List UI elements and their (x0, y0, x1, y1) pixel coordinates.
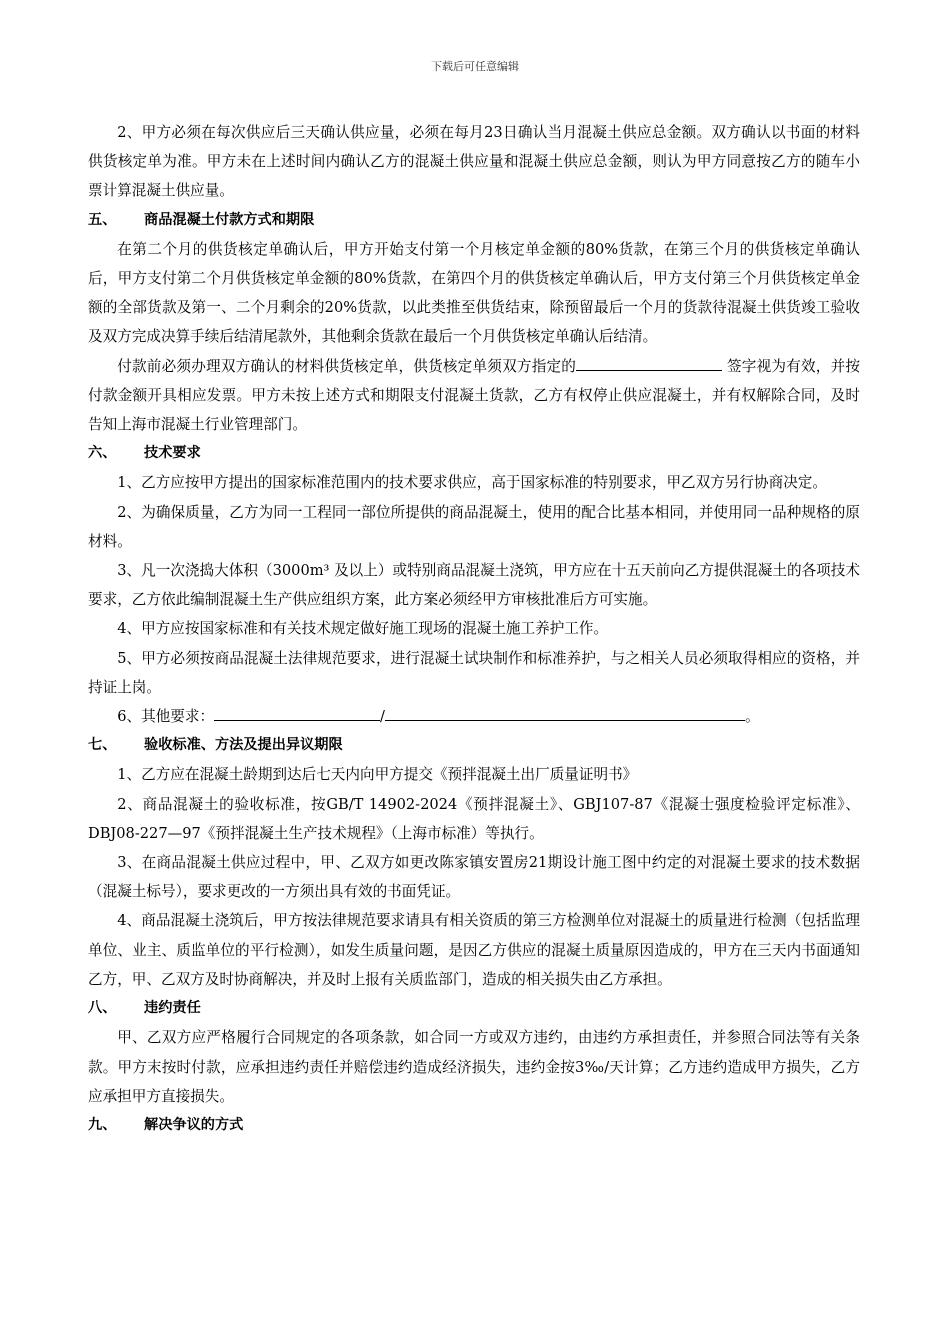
document-body (88, 118, 860, 1140)
section-6-item-3: 3、凡一次浇捣大体积（3000m³ 及以上）或特别商品混凝土浇筑，甲方应在十五天前向乙方提供混凝土的各项技术要求，乙方依此编制混凝土生产供应组织方案，此方案必须经甲方审核批准后方可实施。 (88, 562, 860, 609)
section-9-number: 九、 (88, 1116, 117, 1133)
section-8-heading (88, 994, 860, 1023)
section-6-item-2: 2、为确保质量，乙方为同一工程同一部位所提供的商品混凝土，使用的配合比基本相同，并使用同一品种规格的原材料。 (88, 503, 860, 550)
other-requirements-label: 6、其他要求： (117, 708, 215, 726)
section-4-item-2: 2、甲方必须在每次供应后三天确认供应量，必须在每月23日确认当月混凝土供应总金额。双方确认以书面的材料供货核定单为准。甲方未在上述时间内确认乙方的混凝土供应量和混凝土供应总金额，则认为甲方同意按乙方的随车小票计算混凝土供应量。 (88, 124, 860, 200)
section-7-item-2: 2、商品混凝土的验收标准，按GB/T 14902-2024《预拌混凝土》、GBJ107-87《混凝士强度检验评定标准》、DBJ08-227—97《预拌混凝土生产技术规程》（上海市标准）等执行。 (88, 795, 860, 842)
section-7-heading (88, 731, 860, 760)
section-7-item-3: 3、在商品混凝土供应过程中，甲、乙双方如更改陈家镇安置房21期设计施工图中约定的对混凝土要求的技术数据（混凝土标号），要求更改的一方须出具有效的书面凭证。 (88, 854, 860, 901)
other-requirements-value: / (380, 708, 385, 726)
section-6-item-4: 4、甲方应按国家标准和有关技术规定做好施工现场的混凝土施工养护工作。 (117, 620, 609, 638)
signatory-blank (576, 354, 722, 370)
section-8-title: 违约责任 (144, 1000, 201, 1017)
section-5-number: 五、 (88, 211, 117, 228)
section-6-item-6 (88, 702, 860, 731)
section-6-number: 六、 (88, 445, 117, 462)
section-6-item-1: 1、乙方应按甲方提出的国家标准范围内的技术要求供应，高于国家标准的特别要求，甲乙双方另行协商决定。 (117, 474, 827, 492)
other-requirements-blank-2 (385, 705, 745, 721)
section-6-item-5: 5、甲方必须按商品混凝土法律规范要求，进行混凝土试块制作和标准养护，与之相关人员必须取得相应的资格，并持证上岗。 (88, 649, 860, 696)
section-7-item-1: 1、乙方应在混凝土龄期到达后七天内向甲方提交《预拌混凝土出厂质量证明书》 (117, 766, 638, 784)
section-8-paragraph-1: 甲、乙双方应严格履行合同规定的各项条款，如合同一方或双方违约，由违约方承担责任，并参照合同法等有关条款。甲方末按时付款，应承担违约责任并赔偿违约造成经济损失，违约金按3‰/天计算；乙方违约造成甲方损失，乙方应承担甲方直接损失。 (88, 1029, 860, 1105)
section-6-title: 技术要求 (144, 445, 201, 462)
other-requirements-blank-1 (214, 705, 380, 721)
section-7-item-4: 4、商品混凝土浇筑后，甲方按法律规范要求请具有相关资质的第三方检测单位对混凝土的质量进行检测（包括监理单位、业主、质监单位的平行检测），如发生质量问题，是因乙方供应的混凝土质量原因造成的，甲方在三天内书面通知乙方，甲、乙双方及时协商解决，并及时上报有关质监部门，造成的相关损失由乙方承担。 (88, 912, 860, 988)
section-8-number: 八、 (88, 1000, 117, 1017)
page-header: 下载后可任意编辑 (431, 60, 519, 73)
section-9-heading (88, 1111, 860, 1140)
section-5-paragraph-2-part-b: 签字视为有效，并按付款金额开具相应发票。甲方未按上述方式和期限支付混凝土货款，乙方有权停止供应混凝土，并有权解除合同，及时告知上海市混凝土行业管理部门。 (88, 357, 861, 434)
section-5-paragraph-2 (88, 352, 860, 440)
section-5-heading (88, 206, 860, 235)
section-5-paragraph-2-part-a: 付款前必须办理双方确认的材料供货核定单，供货核定单须双方指定的 (117, 357, 577, 375)
other-requirements-end: 。 (744, 708, 760, 726)
section-7-number: 七、 (88, 737, 117, 754)
section-6-heading (88, 439, 860, 468)
section-7-title: 验收标准、方法及提出异议期限 (144, 737, 343, 754)
section-5-paragraph-1: 在第二个月的供货核定单确认后，甲方开始支付第一个月核定单金额的80%货款，在第三个月的供货核定单确认后，甲方支付第二个月供货核定单金额的80%货款，在第四个月的供货核定单确认后，甲方支付第三个月供货核定单金额的全部货款及第一、二个月剩余的20%货款，以此类推至供货结束，除预留最后一个月的货款待混凝土供货竣工验收及双方完成决算手续后结清尾款外，其他剩余货款在最后一个月供货核定单确认后结清。 (88, 240, 860, 346)
section-9-title: 解决争议的方式 (144, 1116, 244, 1133)
section-5-title: 商品混凝土付款方式和期限 (144, 211, 315, 228)
